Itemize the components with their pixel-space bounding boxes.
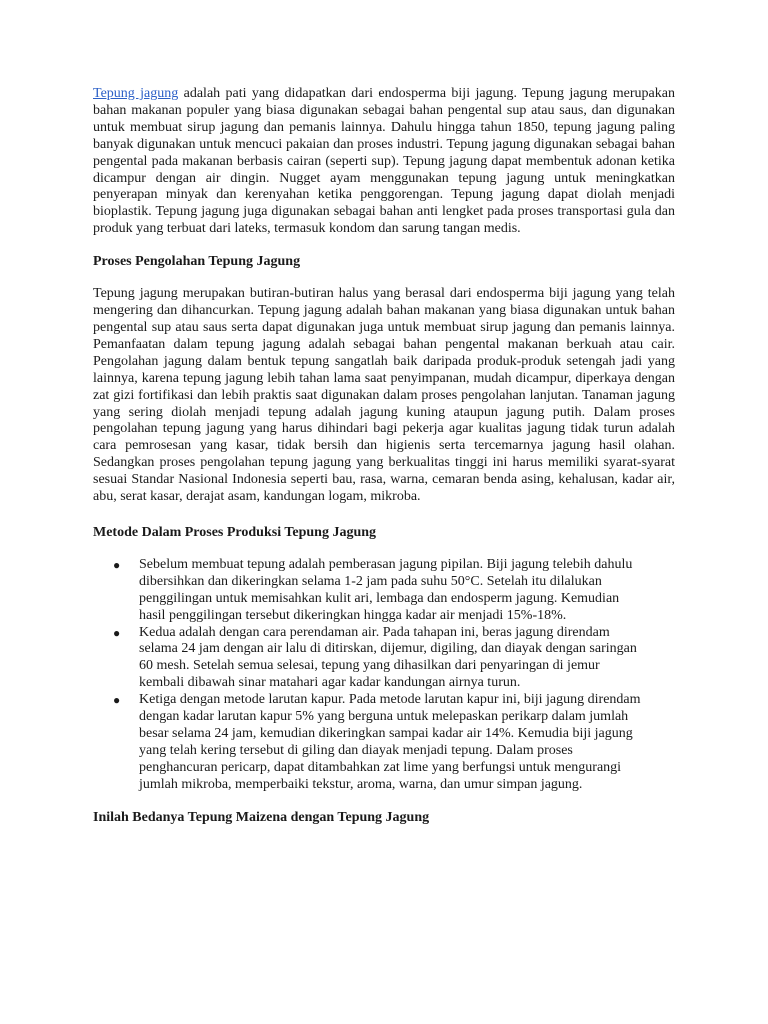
list-item [113,556,646,625]
intro-text: adalah pati yang didapatkan dari endosperma biji jagung. Tepung jagung merupakan bahan makanan populer yang biasa digunakan sebagai bahan pengental sup atau saus, dan digunakan untuk membuat sirup jagung dan pemanis lainnya. Dahulu hingga tahun 1850, tepung jagung paling banyak digunakan untuk mencuci pakaian dan proses industri. Tepung jagung digunakan sebagai bahan pengental pada makanan berbasis cairan (seperti sup). Tepung jagung dapat membentuk adonan ketika dicampur dengan air dingin. Nugget ayam menggunakan tepung jagung untuk meningkatkan penyerapan minyak dan kerenyahan ketika penggorengan. Tepung jagung dapat diolah menjadi bioplastik. Tepung jagung juga digunakan sebagai bahan anti lengket pada proses transportasi gula dan produk yang terbuat dari lateks, termasuk kondom dan sarung tangan medis. [93,86,675,237]
section-heading-metode: Metode Dalam Proses Produksi Tepung Jagung [93,524,377,540]
list-item [113,624,646,693]
document-body [93,86,675,842]
metode-list [93,557,646,794]
list-item-text: Sebelum membuat tepung adalah pemberasan jagung pipilan. Biji jagung telebih dahulu dibersihkan dan dikeringkan selama 1-2 jam pada suhu 50°C. Setelah itu dilalukan penggilingan untuk memisahkan kulit ari, lembaga dan endosperm jagung. Kemudian hasil penggilingan tersebut dikeringkan hingga kadar air menjadi 15%-18%. [139,556,633,623]
list-item-text: Ketiga dengan metode larutan kapur. Pada metode larutan kapur ini, biji jagung direndam dengan kadar larutan kapur 5% yang berguna untuk melepaskan perikarp dalam jumlah besar selama 24 jam, kemudian dikeringkan sampai kadar air 14%. Kemudia biji jagung yang telah kering tersebut di giling dan diayak menjadi tepung. Dalam proses penghancuran pericarp, dapat ditambahkan zat lime yang berfungsi untuk mengurangi jumlah mikroba, memperbaiki tekstur, aroma, warna, dan umur simpan jagung. [139,692,641,792]
intro-paragraph [93,86,675,238]
section-heading-proses: Proses Pengolahan Tepung Jagung [93,254,301,270]
list-item-text: Kedua adalah dengan cara perendaman air. Pada tahapan ini, beras jagung direndam selama 24 jam dengan air lalu di ditirskan, dijemur, digiling, dan diayak dengan saringan 60 mesh. Setelah semua selesai, tepung yang dihasilkan dari penyaringan di jemur kembali dibawah sinar matahari agar kadar kandungan airnya turun. [139,624,637,691]
proses-paragraph: Tepung jagung merupakan butiran-butiran halus yang berasal dari endosperma biji jagung yang telah mengering dan dihancurkan. Tepung jagung adalah bahan makanan yang biasa digunakan untuk bahan pengental sup atau saus serta dapat digunakan juga untuk membuat sirup jagung dan pemanis lainnya. Pemanfaatan dalam tepung jagung adalah sebagai bahan pengental makanan berkuah atau cair. Pengolahan jagung dalam bentuk tepung sangatlah baik daripada produk-produk setengah jadi yang lainnya, karena tepung jagung lebih tahan lama saat penyimpanan, mudah dicampur, diperkaya dengan zat gizi fortifikasi dan lebih praktis saat digunakan dalam proses pengolahan lanjutan. Tanaman jagung yang sering diolah menjadi tepung adalah jagung kuning ataupun jagung putih. Dalam proses pengolahan tepung jagung yang harus dihindari bagi pekerja agar kualitas jagung tidak turun adalah cara pemrosesan yang kasar, tidak bersih dan higienis serta tercemarnya jagung hasil olahan. Sedangkan proses pengolahan tepung jagung yang berkualitas tinggi ini harus memiliki syarat-syarat sesuai Standar Nasional Indonesia seperti bau, rasa, warna, cemaran benda asing, kehalusan, kadar air, abu, serat kasar, derajat asam, kandungan logam, mikroba. [93,286,675,505]
bullet-icon: ● [113,693,121,708]
section-heading-bedanya: Inilah Bedanya Tepung Maizena dengan Tepung Jagung [93,809,430,825]
tepung-jagung-link[interactable]: Tepung jagung [93,86,179,101]
bullet-icon: ● [113,557,121,572]
list-item [113,692,646,793]
bullet-icon: ● [113,625,121,640]
